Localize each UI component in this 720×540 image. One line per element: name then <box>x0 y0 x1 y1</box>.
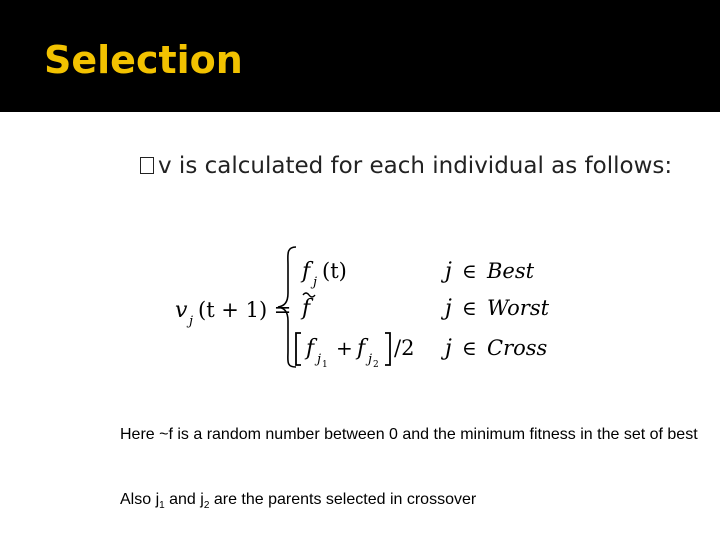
left-bracket <box>296 333 301 365</box>
note2-post: are the parents selected in crossover <box>209 491 477 508</box>
case3-sub-b: j <box>368 352 373 367</box>
bullet-text: v is calculated for each individual as follows: <box>158 153 673 179</box>
slide-title: Selection <box>44 38 243 82</box>
note2-sub1: 1 <box>159 500 165 512</box>
case3-sub-a: j <box>317 352 322 367</box>
case3-subsub-a: 1 <box>322 360 328 370</box>
cond3-var: j <box>445 336 452 361</box>
case3-expr-a: f <box>306 336 315 361</box>
note2-pre: Also j <box>120 491 160 508</box>
case3-expr-b: f <box>357 336 366 361</box>
box-bullet-icon <box>140 157 154 174</box>
case3-subsub-b: 2 <box>373 360 379 370</box>
cond2-var: j <box>445 296 452 321</box>
cond2-set: Worst <box>487 296 550 320</box>
cond2-rel: ∈ <box>462 296 477 320</box>
formula <box>160 235 560 375</box>
note2-sub2: 2 <box>203 500 210 512</box>
note-random-f: Here ~f is a random number between 0 and the minimum fitness in the set of best <box>120 426 698 443</box>
cond3-set: Cross <box>487 336 548 360</box>
case3-tail: /2 <box>394 336 415 360</box>
formula-lhs-arg: (t + 1) = <box>198 298 292 322</box>
cond3-rel: ∈ <box>462 336 477 360</box>
case1-arg: (t) <box>322 259 347 283</box>
case2-expr: f <box>302 296 311 321</box>
formula-lhs: v <box>175 298 188 323</box>
cond1-var: j <box>445 259 452 284</box>
cond1-rel: ∈ <box>462 259 477 283</box>
case3-plus: + <box>336 336 353 360</box>
note-parents <box>120 489 476 517</box>
case1-sub: j <box>313 275 318 290</box>
cond1-set: Best <box>487 259 535 283</box>
right-bracket <box>385 333 390 365</box>
formula-lhs-sub: j <box>189 314 194 329</box>
title-bar <box>0 0 720 112</box>
bullet-point <box>140 153 672 179</box>
case1-expr: f <box>302 259 311 284</box>
note2-mid: and j <box>164 491 204 508</box>
